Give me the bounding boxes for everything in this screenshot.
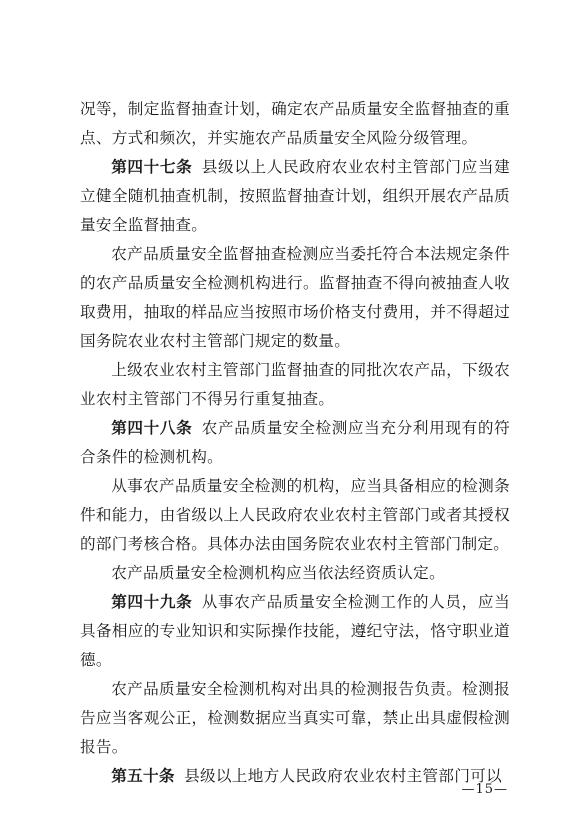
paragraph-text: 从事农产品质量安全检测的机构，应当具备相应的检测条件和能力，由省级以上人民政府农业农村主管部门或者其授权的部门考核合格。具体办法由国务院农业农村主管部门制定。 — [80, 477, 510, 553]
paragraph — [80, 559, 510, 588]
paragraph — [80, 95, 510, 153]
page-number: —15— — [461, 782, 508, 797]
paragraph-text: 县级以上地方人民政府农业农村主管部门可以 — [184, 767, 503, 785]
paragraph-text: 县级以上人民政府农业农村主管部门应当建立健全随机抽查机制，按照监督抽查计划，组织开展农产品质量安全监督抽查。 — [80, 158, 510, 234]
article-number: 第四十九条 — [111, 593, 193, 611]
paragraph — [80, 472, 510, 559]
paragraph-text: 况等，制定监督抽查计划，确定农产品质量安全监督抽查的重点、方式和频次，并实施农产品质量安全风险分级管理。 — [80, 100, 510, 147]
article-number: 第四十七条 — [111, 158, 193, 176]
article-paragraph — [80, 153, 510, 240]
paragraph-text: 农产品质量安全检测机构对出具的检测报告负责。检测报告应当客观公正，检测数据应当真实可靠，禁止出具虚假检测报告。 — [80, 680, 510, 756]
article-paragraph — [80, 414, 510, 472]
article-number: 第四十八条 — [111, 419, 193, 437]
article-number: 第五十条 — [111, 767, 175, 785]
paragraph-text: 上级农业农村主管部门监督抽查的同批次农产品，下级农业农村主管部门不得另行重复抽查。 — [80, 361, 510, 408]
document-body — [80, 95, 510, 791]
paragraph-text: 从事农产品质量安全检测工作的人员，应当具备相应的专业知识和实际操作技能，遵纪守法，恪守职业道德。 — [80, 593, 510, 669]
article-paragraph — [80, 762, 510, 791]
paragraph — [80, 356, 510, 414]
paragraph-text: 农产品质量安全检测机构应当依法经资质认定。 — [111, 564, 445, 582]
paragraph-text: 农产品质量安全监督抽查检测应当委托符合本法规定条件的农产品质量安全检测机构进行。监督抽查不得向被抽查人收取费用，抽取的样品应当按照市场价格支付费用，并不得超过国务院农业农村主管部门规定的数量。 — [80, 245, 510, 350]
article-paragraph — [80, 588, 510, 675]
paragraph — [80, 675, 510, 762]
paragraph-text: 农产品质量安全检测应当充分利用现有的符合条件的检测机构。 — [80, 419, 510, 466]
paragraph — [80, 240, 510, 356]
